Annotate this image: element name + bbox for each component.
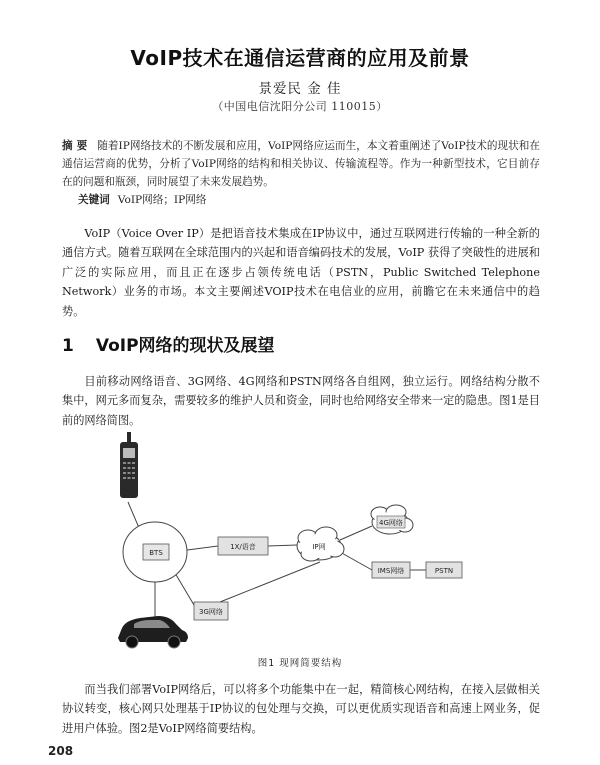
pstn-label: PSTN (434, 567, 454, 575)
mobile-phone-icon (120, 432, 138, 498)
section-heading (62, 331, 275, 356)
paper-title: VoIP技术在通信运营商的应用及前景 (130, 46, 470, 70)
abstract-text: 随着IP网络技术的不断发展和应用，VoIP网络应运而生，本文着重阐述了VoIP技术的现状和在通信运营商的优势，分析了VoIP网络的结构和相关协议、传输流程等。作为一种新型技术，它目前存在的问题和瓶颈，同时展望了未来发展趋势。 (62, 140, 541, 188)
page-number: 208 (48, 744, 74, 758)
section-title: VoIP网络的现状及展望 (95, 336, 275, 356)
figure-caption: 图1 现网简要结构 (257, 658, 343, 669)
network-diagram (100, 430, 500, 650)
section-number: 1 (62, 336, 74, 356)
car-icon (118, 616, 188, 648)
onex-voice-label: 1X/语音 (230, 543, 256, 551)
affiliation: （中国电信沈阳分公司 110015） (212, 100, 388, 113)
abstract (62, 137, 540, 191)
keywords (78, 192, 206, 207)
link-1x-ip (268, 545, 297, 546)
link-ip-ims (340, 552, 372, 570)
link-ip-4g (340, 526, 372, 540)
ims-label: IMS网络 (377, 567, 405, 575)
ip-network-label: IP网 (312, 543, 326, 551)
bts-label: BTS (149, 549, 163, 557)
abstract-label: 摘要 (62, 140, 92, 152)
intro-paragraph: VoIP（Voice Over IP）是把语音技术集成在IP协议中，通过互联网进行传输的一种全新的通信方式。随着互联网在全球范围内的兴起和语音编码技术的发展，VoIP 获得了突破性的进展和广泛的实际应用，而且正在逐步占领传统电话（PSTN，Public Switched Telephone Network）业务的市场。本文主要阐述VOIP技术在电信业的应用，前瞻它在未来通信中的趋势。 (62, 227, 540, 318)
4g-label: 4G网络 (379, 519, 403, 527)
3g-label: 3G网络 (199, 608, 223, 616)
keywords-text: VoIP网络；IP网络 (117, 194, 207, 206)
link-ip-3g (220, 562, 320, 602)
keywords-label: 关键词 (78, 194, 110, 206)
authors: 景爱民 金 佳 (258, 81, 342, 97)
closing-paragraph: 而当我们部署VoIP网络后，可以将多个功能集中在一起，精简核心网结构，在接入层做相关协议转变，核心网只处理基于IP协议的包处理与交换，可以更优质实现语音和高速上网业务，促进用户体验。图2是VoIP网络简要结构。 (62, 683, 540, 735)
section-paragraph: 目前移动网络语音、3G网络、4G网络和PSTN网络各自组网，独立运行。网络结构分散不集中，网元多而复杂，需要较多的维护人员和资金，同时也给网络安全带来一定的隐患。图1是目前的网络简图。 (62, 375, 540, 427)
